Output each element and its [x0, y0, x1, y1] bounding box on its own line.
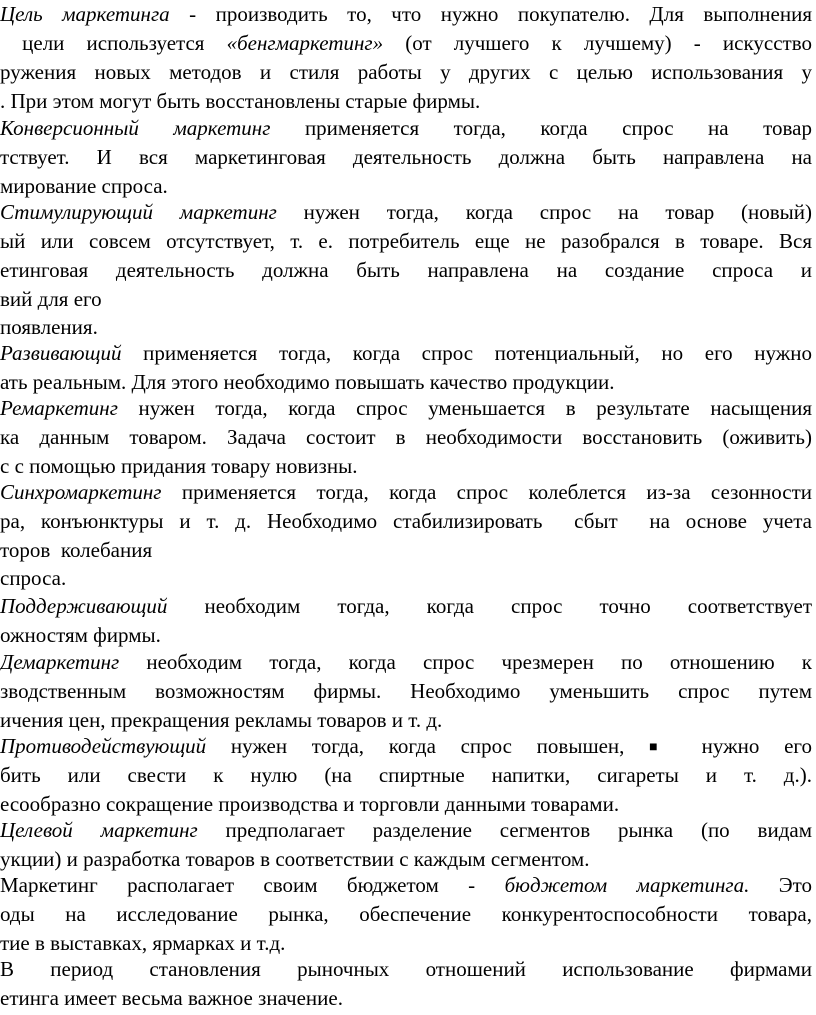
text-run: ка данным товаром. Задача состоит в необходимости восстановить (оживить) — [0, 425, 812, 449]
text-line — [0, 845, 816, 873]
text-run: ружения новых методов и стиля работы у других с целью использования у — [0, 60, 812, 84]
text-run: Маркетинг располагает своим бюджетом - — [0, 873, 505, 897]
text-run: (от лучшего к лучшему) - искусство — [383, 31, 812, 55]
text-line — [0, 984, 816, 1012]
text-line — [0, 706, 816, 734]
text-run: предполагает разделение сегментов рынка (по видам — [197, 818, 812, 842]
text-line — [0, 507, 816, 535]
text-line — [0, 114, 816, 142]
text-line — [0, 227, 816, 255]
text-line — [0, 900, 816, 928]
text-line — [0, 29, 816, 57]
text-line — [0, 143, 816, 171]
text-run: - производить то, что нужно покупателю. Для выполнения — [169, 2, 812, 26]
text-run: нужен тогда, когда спрос на товар (новый) — [276, 200, 812, 224]
text-run: торов колебания — [0, 538, 153, 562]
text-run: применяется тогда, когда спрос колеблется из-за сезонности — [161, 480, 812, 504]
text-line — [0, 871, 816, 899]
text-run: спроса. — [0, 566, 67, 590]
text-run: етинговая деятельность должна быть направлена на создание спроса и — [0, 258, 812, 282]
text-run: появления. — [0, 315, 98, 339]
italic-term: Конверсионный маркетинг — [0, 116, 271, 140]
text-run: бить или свести к нулю (на спиртные напитки, сигареты и т. д.). — [0, 763, 812, 787]
text-line — [0, 313, 816, 341]
italic-term: Развивающий — [0, 341, 122, 365]
italic-term: «бенгмаркетинг» — [226, 31, 384, 55]
text-line — [0, 285, 816, 313]
text-run: ый или совсем отсутствует, т. е. потребитель еще не разобрался в товаре. Вся — [0, 229, 812, 253]
text-line — [0, 929, 816, 957]
text-run: оды на исследование рынка, обеспечение конкурентоспособности товара, — [0, 902, 812, 926]
text-run: ичения цен, прекращения рекламы товаров и т. д. — [0, 708, 443, 732]
text-line — [0, 58, 816, 86]
text-run: Это — [749, 873, 812, 897]
text-run: тие в выставках, ярмарках и т.д. — [0, 931, 286, 955]
text-run: В период становления рыночных отношений использование фирмами — [0, 957, 812, 981]
text-line — [0, 198, 816, 226]
text-run: нужно его — [677, 734, 812, 758]
text-line — [0, 478, 816, 506]
text-line — [0, 816, 816, 844]
text-line — [0, 564, 816, 592]
text-line — [0, 172, 816, 200]
italic-term: Стимулирующий маркетинг — [0, 200, 277, 224]
italic-term: Целевой маркетинг — [0, 818, 198, 842]
text-line — [0, 394, 816, 422]
text-run: вий для его — [0, 287, 102, 311]
text-line — [0, 790, 816, 818]
text-line — [0, 677, 816, 705]
text-line — [0, 339, 816, 367]
italic-term: Ремаркетинг — [0, 396, 118, 420]
text-line — [0, 732, 816, 760]
italic-term: Демаркетинг — [0, 650, 120, 674]
text-run: ра, конъюнктуры и т. д. Необходимо стабилизировать сбыт на основе учета — [0, 509, 812, 533]
text-run: необходим тогда, когда спрос чрезмерен по отношению к — [119, 650, 812, 674]
text-line — [0, 621, 816, 649]
text-run: ожностям фирмы. — [0, 623, 161, 647]
text-run: ать реальным. Для этого необходимо повышать качество продукции. — [0, 370, 615, 394]
text-run: необходим тогда, когда спрос точно соответствует — [167, 594, 812, 618]
italic-term: Синхромаркетинг — [0, 480, 162, 504]
text-run: с с помощью придания товару новизны. — [0, 454, 358, 478]
italic-term: бюджетом маркетинга. — [504, 873, 750, 897]
square-bullet-glyph: ■ — [649, 740, 677, 755]
text-line — [0, 368, 816, 396]
text-line — [0, 955, 816, 983]
text-run: мирование спроса. — [0, 174, 168, 198]
text-run: зводственным возможностям фирмы. Необходимо уменьшить спрос путем — [0, 679, 812, 703]
text-line — [0, 761, 816, 789]
italic-term: Цель маркетинга — [0, 2, 170, 26]
text-line — [0, 648, 816, 676]
text-line — [0, 536, 816, 564]
text-line — [0, 592, 816, 620]
text-line — [0, 87, 816, 115]
text-run: укции) и разработка товаров в соответствии с каждым сегментом. — [0, 847, 590, 871]
text-run: нужен тогда, когда спрос уменьшается в результате насыщения — [117, 396, 812, 420]
text-run: нужен тогда, когда спрос повышен, — [206, 734, 650, 758]
text-run: тствует. И вся маркетинговая деятельность должна быть направлена на — [0, 145, 812, 169]
text-run: цели используется — [0, 31, 227, 55]
text-run: . При этом могут быть восстановлены старые фирмы. — [0, 89, 481, 113]
text-line — [0, 0, 816, 28]
text-run: применяется тогда, когда спрос на товар — [270, 116, 812, 140]
text-line — [0, 423, 816, 451]
italic-term: Поддерживающий — [0, 594, 168, 618]
text-line — [0, 452, 816, 480]
text-run: есообразно сокращение производства и торговли данными товарами. — [0, 792, 620, 816]
text-line — [0, 256, 816, 284]
italic-term: Противодействующий — [0, 734, 207, 758]
text-run: применяется тогда, когда спрос потенциальный, но его нужно — [121, 341, 812, 365]
text-run: етинга имеет весьма важное значение. — [0, 986, 343, 1010]
